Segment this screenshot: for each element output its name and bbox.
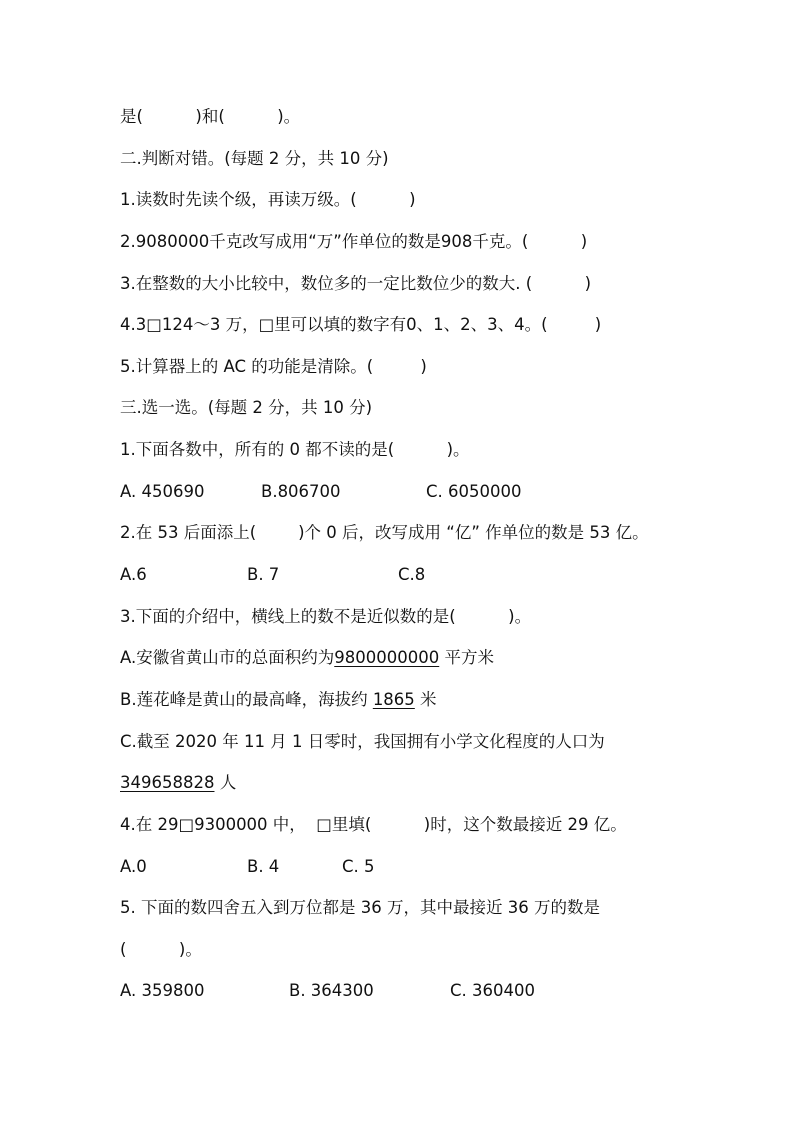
mc3-option-a-text: A.安徽省黄山市的总面积约为: [120, 648, 335, 667]
mc2-option-a: A.6: [120, 565, 147, 584]
mc2-option-b: B. 7: [247, 565, 280, 584]
mc1-option-c: C. 6050000: [426, 482, 522, 501]
mc5-option-a: A. 359800: [120, 981, 205, 1000]
mc5-option-c: C. 360400: [450, 981, 535, 1000]
mc3-option-a-unit: 平方米: [439, 648, 494, 667]
mc1-option-a: A. 450690: [120, 482, 205, 501]
section-heading-true-false: 二.判断对错。(每题 2 分，共 10 分): [120, 149, 389, 168]
mc-question-1: 1.下面各数中，所有的 0 都不读的是( )。: [120, 440, 470, 459]
mc-question-2: 2.在 53 后面添上( )个 0 后，改写成用 “亿” 作单位的数是 53 亿。: [120, 523, 649, 542]
tf-question-1: 1.读数时先读个级，再读万级。( ): [120, 190, 416, 209]
fill-in-continuation: 是( )和( )。: [120, 107, 301, 126]
tf-question-4: 4.3□124～3 万，□里可以填的数字有0、1、2、3、4。( ): [120, 315, 602, 334]
mc3-option-b-number: 1865: [372, 690, 415, 709]
mc3-option-b-unit: 米: [414, 690, 437, 709]
tf-question-2: 2.9080000千克改写成用“万”作单位的数是908千克。( ): [120, 232, 588, 251]
mc3-option-c-unit: 人: [214, 773, 237, 792]
mc5-option-b: B. 364300: [289, 981, 374, 1000]
tf-question-3: 3.在整数的大小比较中，数位多的一定比数位少的数大. ( ): [120, 274, 592, 293]
mc3-option-b-text: B.莲花峰是黄山的最高峰，海拔约: [120, 690, 373, 709]
mc2-option-c: C.8: [398, 565, 426, 584]
mc3-option-b: [120, 689, 437, 711]
mc-question-3: 3.下面的介绍中，横线上的数不是近似数的是( )。: [120, 607, 532, 626]
mc4-option-b: B. 4: [247, 857, 280, 876]
tf-question-5: 5.计算器上的 AC 的功能是清除。( ): [120, 357, 427, 376]
mc3-option-c-continued: [120, 772, 236, 794]
mc-question-5-answer: ( )。: [120, 940, 202, 959]
mc3-option-a: [120, 647, 494, 669]
mc1-option-b: B.806700: [261, 482, 341, 501]
section-heading-multiple-choice: 三.选一选。(每题 2 分，共 10 分): [120, 398, 373, 417]
mc4-option-c: C. 5: [342, 857, 375, 876]
mc3-option-c: C.截至 2020 年 11 月 1 日零时，我国拥有小学文化程度的人口为: [120, 732, 605, 751]
mc4-option-a: A.0: [120, 857, 147, 876]
mc3-option-c-number: 349658828: [120, 773, 215, 792]
mc-question-5: 5. 下面的数四舍五入到万位都是 36 万，其中最接近 36 万的数是: [120, 898, 600, 917]
mc-question-4: 4.在 29□9300000 中， □里填( )时，这个数最接近 29 亿。: [120, 815, 627, 834]
mc3-option-a-number: 9800000000: [334, 648, 440, 667]
